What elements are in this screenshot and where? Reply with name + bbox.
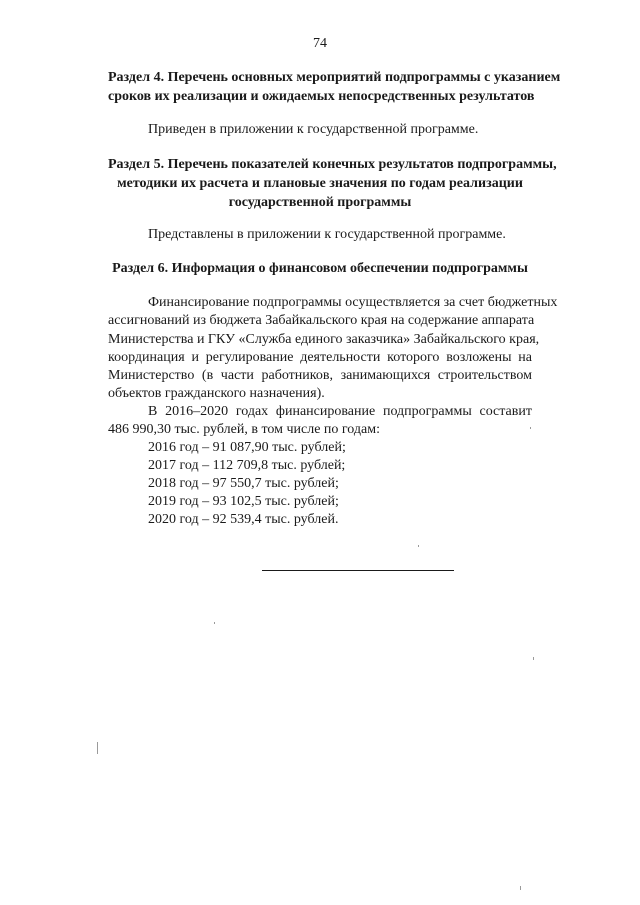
section-6-heading-line: Раздел 6. Информация о финансовом обеспечении подпрограммы	[112, 261, 528, 276]
section-4-heading	[108, 68, 561, 106]
paragraph-line: 486 990,30 тыс. рублей, в том числе по годам:	[108, 422, 380, 437]
scan-speck	[533, 657, 534, 660]
section-5-body: Представлены в приложении к государственной программе.	[148, 227, 506, 242]
paragraph-line: Министерства и ГКУ «Служба единого заказчика» Забайкальского края,	[108, 332, 540, 347]
funding-year-item: 2016 год – 91 087,90 тыс. рублей;	[148, 440, 346, 455]
funding-year-item: 2018 год – 97 550,7 тыс. рублей;	[148, 476, 339, 491]
paragraph-line: Министерство (в части работников, занимающихся строительством	[108, 368, 532, 383]
paragraph-line: ассигнований из бюджета Забайкальского края на содержание аппарата	[108, 313, 535, 328]
section-5-heading-line: государственной программы	[228, 195, 412, 210]
paragraph-line: Финансирование подпрограммы осуществляется за счет бюджетных	[148, 295, 558, 310]
paragraph-line: координация и регулирование деятельности которого возложены на	[108, 350, 532, 365]
section-4-heading-line: сроков их реализации и ожидаемых непосредственных результатов	[108, 89, 535, 104]
page-number: 74	[313, 36, 327, 51]
section-5-heading-line: методики их расчета и плановые значения по годам реализации	[117, 176, 523, 191]
section-4-body: Приведен в приложении к государственной программе.	[148, 122, 479, 137]
section-5-heading-line: Раздел 5. Перечень показателей конечных результатов подпрограммы,	[108, 157, 557, 172]
scan-speck	[97, 742, 98, 754]
section-6-heading	[108, 259, 532, 278]
funding-year-item: 2017 год – 112 709,8 тыс. рублей;	[148, 458, 346, 473]
end-of-text-rule	[262, 570, 454, 571]
paragraph-line: объектов гражданского назначения).	[108, 386, 325, 401]
scan-speck	[418, 545, 419, 547]
scan-speck	[530, 427, 531, 429]
funding-year-item: 2020 год – 92 539,4 тыс. рублей.	[148, 512, 339, 527]
section-5-heading	[108, 155, 557, 212]
section-4-heading-line: Раздел 4. Перечень основных мероприятий подпрограммы с указанием	[108, 70, 561, 85]
scan-speck	[214, 622, 215, 624]
funding-year-item: 2019 год – 93 102,5 тыс. рублей;	[148, 494, 339, 509]
scan-speck	[520, 886, 521, 890]
paragraph-line: В 2016–2020 годах финансирование подпрограммы составит	[148, 404, 532, 419]
